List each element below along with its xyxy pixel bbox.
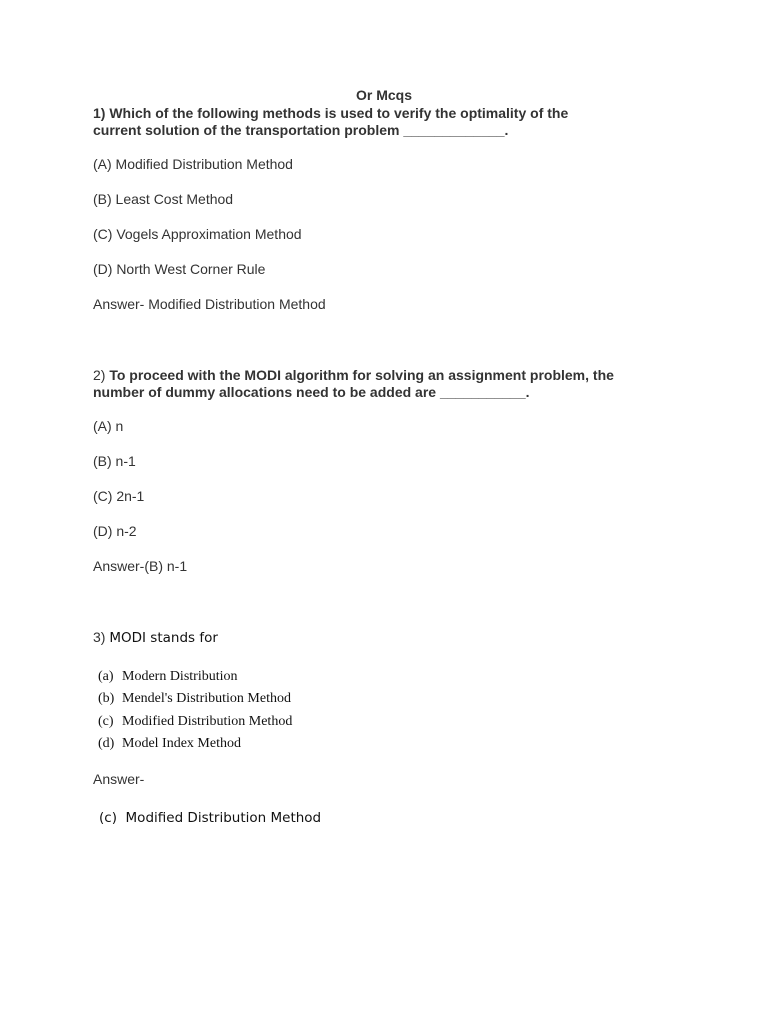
question-1-option-c: (C) Vogels Approximation Method bbox=[93, 226, 302, 242]
option-text: Modern Distribution bbox=[122, 669, 238, 685]
question-2-option-a: (A) n bbox=[93, 418, 124, 434]
question-2-option-c: (C) 2n-1 bbox=[93, 488, 145, 504]
question-3-answer: (c) Modified Distribution Method bbox=[99, 810, 322, 826]
option-label: (b) bbox=[98, 691, 115, 707]
question-3-option-c bbox=[98, 711, 292, 733]
option-label: (c) bbox=[98, 713, 114, 729]
question-1-number: 1) bbox=[93, 105, 106, 121]
question-2-text bbox=[93, 367, 614, 401]
question-3-prompt: MODI stands for bbox=[109, 630, 218, 646]
question-1-option-d: (D) North West Corner Rule bbox=[93, 261, 266, 277]
question-1-answer: Answer- Modified Distribution Method bbox=[93, 296, 326, 312]
question-1-line-2: current solution of the transportation problem _____________. bbox=[93, 122, 509, 138]
question-3-answer-label: Answer- bbox=[93, 771, 145, 787]
question-2-option-b: (B) n-1 bbox=[93, 453, 136, 469]
question-1-text bbox=[93, 105, 568, 139]
question-2-answer: Answer-(B) n-1 bbox=[93, 558, 188, 574]
question-3-option-a bbox=[98, 666, 292, 688]
option-text: Modified Distribution Method bbox=[122, 713, 293, 729]
question-1-option-b: (B) Least Cost Method bbox=[93, 191, 234, 207]
question-3-number: 3) bbox=[93, 629, 106, 645]
option-label: (d) bbox=[98, 736, 115, 752]
question-2-number: 2) bbox=[93, 367, 106, 383]
option-text: Model Index Method bbox=[122, 736, 241, 752]
question-2-option-d: (D) n-2 bbox=[93, 523, 137, 539]
option-label: (a) bbox=[98, 669, 114, 685]
question-3-text bbox=[93, 629, 218, 646]
question-3-options bbox=[98, 666, 292, 755]
document-title: Or Mcqs bbox=[355, 87, 412, 103]
option-text: Mendel's Distribution Method bbox=[122, 691, 291, 707]
question-3-option-b bbox=[98, 688, 292, 710]
question-3-option-d bbox=[98, 733, 292, 755]
question-1-option-a: (A) Modified Distribution Method bbox=[93, 156, 293, 172]
question-2-line-2: number of dummy allocations need to be added are ___________. bbox=[93, 384, 530, 400]
question-1-line-1: Which of the following methods is used to verify the optimality of the bbox=[109, 105, 569, 121]
question-2-line-1: To proceed with the MODI algorithm for solving an assignment problem, the bbox=[109, 367, 614, 383]
